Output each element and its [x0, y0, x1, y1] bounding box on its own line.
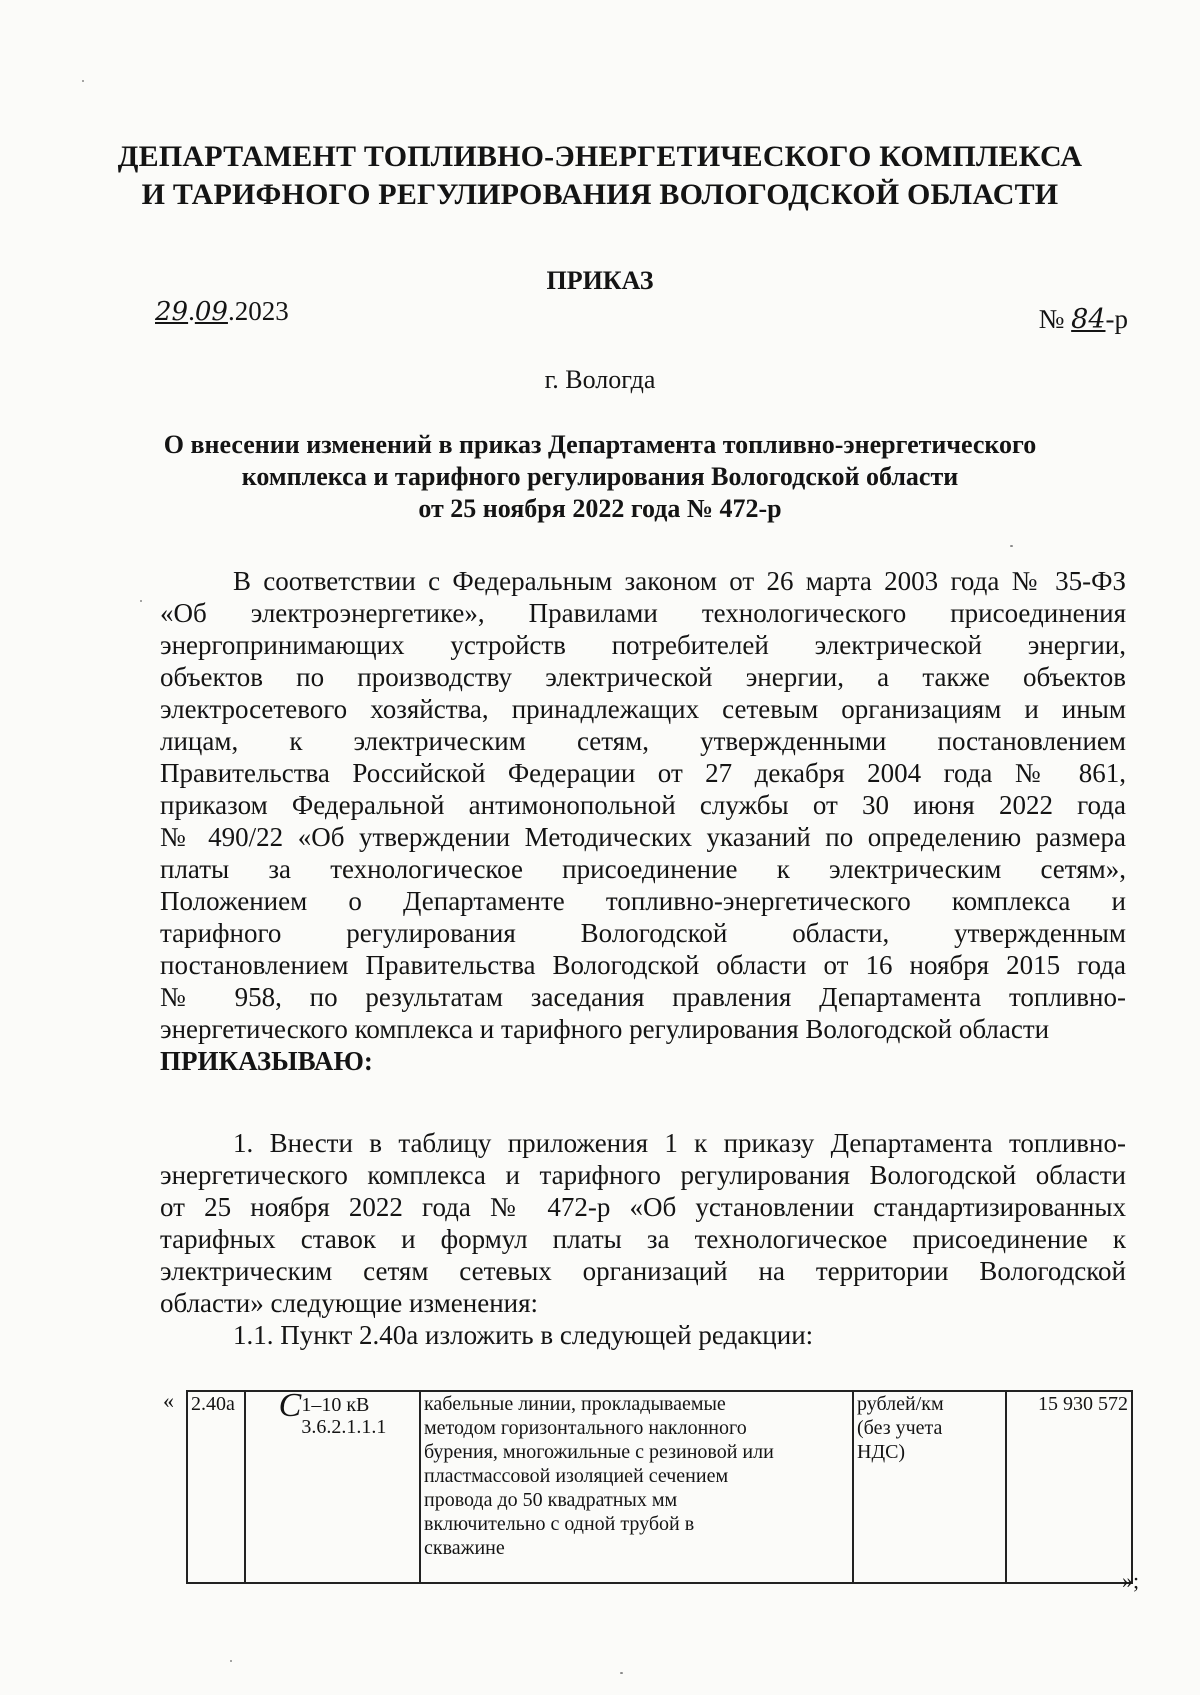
order-word: ПРИКАЗЫВАЮ: [160, 1046, 373, 1076]
tariff-formula [278, 1387, 387, 1438]
preamble-paragraph [160, 565, 1126, 1077]
description-line: провода до 50 квадратных мм [424, 1489, 678, 1511]
preamble-line: тарифного регулирования Вологодской области, утвержденным [160, 918, 1126, 948]
preamble-line: энергопринимающих устройств потребителей электрической энергии, [160, 630, 1126, 660]
description-line: бурения, многожильные с резиновой или [424, 1441, 774, 1463]
number-value-handwritten: 84 [1071, 304, 1106, 335]
document-type-title: ПРИКАЗ [546, 266, 654, 295]
preamble-line: Положением о Департаменте топливно-энергетического комплекса и [160, 886, 1126, 916]
item-1-line: электрическим сетям сетевых организаций на территории Вологодской [160, 1256, 1126, 1286]
formula-indices [301, 1394, 386, 1438]
preamble-line: энергетического комплекса и тарифного регулирования Вологодской области [160, 1014, 1050, 1044]
date-day-handwritten: 29 [155, 297, 189, 327]
item-1-line: области» следующие изменения: [160, 1288, 539, 1318]
subject-line-1: О внесении изменений в приказ Департамента топливно-энергетического [163, 430, 1037, 459]
item-1-line: от 25 ноября 2022 года № 472-р «Об установлении стандартизированных [160, 1192, 1126, 1222]
preamble-line: № 490/22 «Об утверждении Методических указаний по определению размера [160, 822, 1126, 852]
department-header-line-2: И ТАРИФНОГО РЕГУЛИРОВАНИЯ ВОЛОГОДСКОЙ ОБЛАСТИ [141, 178, 1059, 211]
row-formula-cell [245, 1387, 420, 1583]
amendment-table [186, 1387, 1133, 1584]
preamble-line: № 958, по результатам заседания правления Департамента топливно- [160, 982, 1126, 1012]
unit-line: рублей/км [857, 1393, 944, 1415]
subject-line-2: комплекса и тарифного регулирования Вологодской области [241, 462, 959, 491]
item-1-paragraph [160, 1127, 1126, 1351]
table-row [187, 1391, 1132, 1583]
document-city: г. Вологда [544, 365, 656, 394]
date-month-handwritten: 09 [194, 297, 228, 327]
table-quote-close: »; [1122, 1568, 1140, 1593]
preamble-line: «Об электроэнергетике», Правилами технологического присоединения [160, 598, 1126, 628]
number-prefix: № [1038, 304, 1065, 334]
order-subject [120, 429, 1080, 525]
scan-speck [230, 1660, 232, 1662]
item-1-line: тарифных ставок и формул платы за технологическое присоединение к [160, 1224, 1126, 1254]
scan-speck [140, 600, 142, 602]
preamble-line: постановлением Правительства Вологодской области от 16 ноября 2015 года [160, 950, 1126, 980]
row-code-cell: 2.40а [187, 1391, 245, 1583]
item-1-line: 1. Внести в таблицу приложения 1 к приказу Департамента топливно- [233, 1128, 1126, 1158]
formula-symbol: C [278, 1387, 302, 1424]
preamble-line: В соответствии с Федеральным законом от 26 марта 2003 года № 35-ФЗ [233, 566, 1126, 596]
department-header [0, 138, 1200, 214]
date-year: .2023 [227, 296, 289, 326]
unit-line: НДС) [857, 1441, 906, 1463]
description-line: кабельные линии, прокладываемые [424, 1393, 726, 1415]
preamble-line: приказом Федеральной антимонопольной службы от 30 июня 2022 года [160, 790, 1126, 820]
date-separator: . [188, 296, 195, 326]
table-quote-open: « [163, 1388, 174, 1413]
number-suffix: -р [1105, 304, 1128, 334]
item-1-line: энергетического комплекса и тарифного регулирования Вологодской области [160, 1160, 1126, 1190]
preamble-line: Правительства Российской Федерации от 27 декабря 2004 года № 861, [160, 758, 1126, 788]
description-line: пластмассовой изоляцией сечением [424, 1465, 729, 1487]
subject-line-3: от 25 ноября 2022 года № 472-р [418, 494, 782, 523]
department-header-line-1: ДЕПАРТАМЕНТ ТОПЛИВНО-ЭНЕРГЕТИЧЕСКОГО КОМПЛЕКСА [117, 140, 1083, 173]
scan-speck [82, 80, 84, 82]
row-description-cell [420, 1391, 853, 1583]
description-line: скважине [424, 1537, 505, 1559]
preamble-line: платы за технологическое присоединение к электрическим сетям», [160, 854, 1126, 884]
formula-superscript: 1–10 кВ [301, 1394, 370, 1416]
document-number [1039, 304, 1128, 335]
preamble-line: электросетевого хозяйства, принадлежащих сетевым организациям и иным [160, 694, 1126, 724]
row-value-cell: 15 930 572 [1006, 1391, 1132, 1583]
description-line: методом горизонтального наклонного [424, 1417, 747, 1439]
scan-speck [620, 1672, 623, 1674]
unit-line: (без учета [857, 1417, 943, 1439]
formula-subscript: 3.6.2.1.1.1 [301, 1416, 387, 1438]
scan-speck [1010, 545, 1013, 547]
preamble-line: объектов по производству электрической энергии, а также объектов [160, 662, 1126, 692]
item-1-1-line: 1.1. Пункт 2.40а изложить в следующей редакции: [233, 1320, 814, 1350]
row-unit-cell [853, 1391, 1006, 1583]
preamble-line: лицам, к электрическим сетям, утвержденными постановлением [160, 726, 1126, 756]
document-date [155, 296, 289, 327]
description-line: включительно с одной трубой в [424, 1513, 695, 1535]
